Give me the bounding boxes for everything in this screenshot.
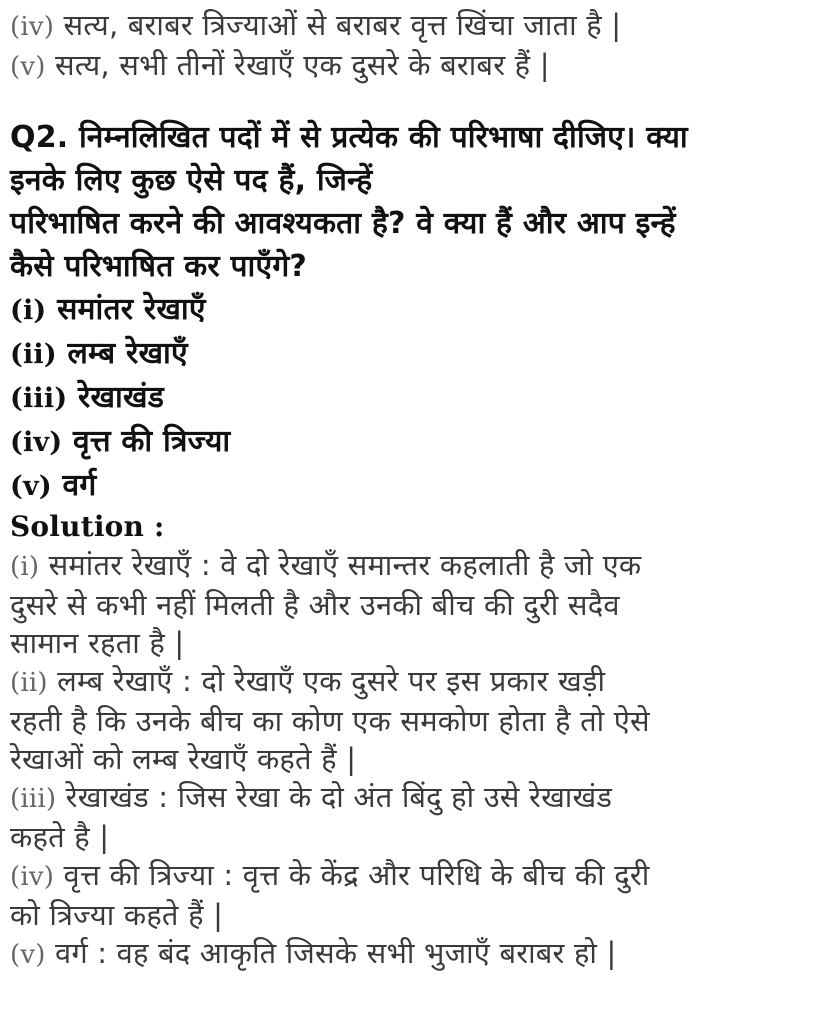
item-number: (i) [10,295,47,326]
solution-iii-line-2: कहते है | [10,820,110,854]
item-text: वृत्त की त्रिज्या [62,424,231,459]
question-item-ii [10,332,830,376]
solution-i-line-2: दुसरे से कभी नहीं मिलती है और उनकी बीच की दुरी सदैव [10,588,620,622]
document-page [10,6,830,974]
item-number: (iv) [10,427,63,458]
solution-i-line-1 [10,546,830,586]
solution-heading: Solution : [10,510,165,543]
solution-text: वृत्त की त्रिज्या : वृत्त के केंद्र और परिधि के बीच की दुरी [54,858,650,892]
question-line-1: Q2. निम्नलिखित पदों में से प्रत्येक की परिभाषा दीजिए। क्या [10,120,688,155]
answer-text: सत्य, सभी तीनों रेखाएँ एक दुसरे के बराबर हैं | [45,48,550,82]
solution-i-line-3: सामान रहता है | [10,626,185,660]
solution-ii-line-3: रेखाओं को लम्ब रेखाएँ कहते हैं | [10,742,357,776]
solution-text: समांतर रेखाएँ : वे दो रेखाएँ समान्तर कहलाती है जो एक [39,548,642,582]
solution-iii-line-1 [10,778,830,818]
solution-iv-line-1 [10,856,830,896]
item-text: समांतर रेखाएँ [46,292,206,327]
solution-text: वर्ग : वह बंद आकृति जिसके सभी भुजाएँ बराबर हो | [45,936,617,970]
question-line-3: परिभाषित करने की आवश्यकता है? वे क्या हैं और आप इन्हें [10,206,676,241]
item-number: (iii) [10,383,68,414]
question-item-v [10,464,830,508]
answer-number: (v) [10,52,46,82]
spacer [10,86,830,116]
solution-ii-line-2: रहती है कि उनके बीच का कोण एक समकोण होता है तो ऐसे [10,704,650,738]
solution-iv-line-2: को त्रिज्या कहते हैं | [10,898,224,932]
item-number: (ii) [10,339,57,370]
solution-ii-line-1 [10,662,830,702]
item-text: रेखाखंड [67,380,164,415]
solution-text: लम्ब रेखाएँ : दो रेखाएँ एक दुसरे पर इस प्रकार खड़ी [47,664,606,698]
solution-number: (iv) [10,862,55,892]
question-item-i [10,288,830,332]
answer-number: (iv) [10,12,55,42]
solution-number: (iii) [10,784,57,814]
item-text: लम्ब रेखाएँ [56,336,188,371]
solution-number: (v) [10,940,46,970]
item-number: (v) [10,471,52,502]
solution-v-line-1 [10,934,830,974]
question-line-2: इनके लिए कुछ ऐसे पद हैं, जिन्हें [10,163,373,198]
question-line-4: कैसे परिभाषित कर पाएँगे? [10,249,308,284]
item-text: वर्ग [51,468,97,503]
answer-iv-line [10,6,830,46]
answer-v-line [10,46,830,86]
solution-number: (ii) [10,668,48,698]
question-item-iii [10,376,830,420]
question-item-iv [10,420,830,464]
answer-text: सत्य, बराबर त्रिज्याओं से बराबर वृत्त खिंचा जाता है | [54,8,622,42]
solution-text: रेखाखंड : जिस रेखा के दो अंत बिंदु हो उसे रेखाखंड [56,780,613,814]
solution-number: (i) [10,552,40,582]
